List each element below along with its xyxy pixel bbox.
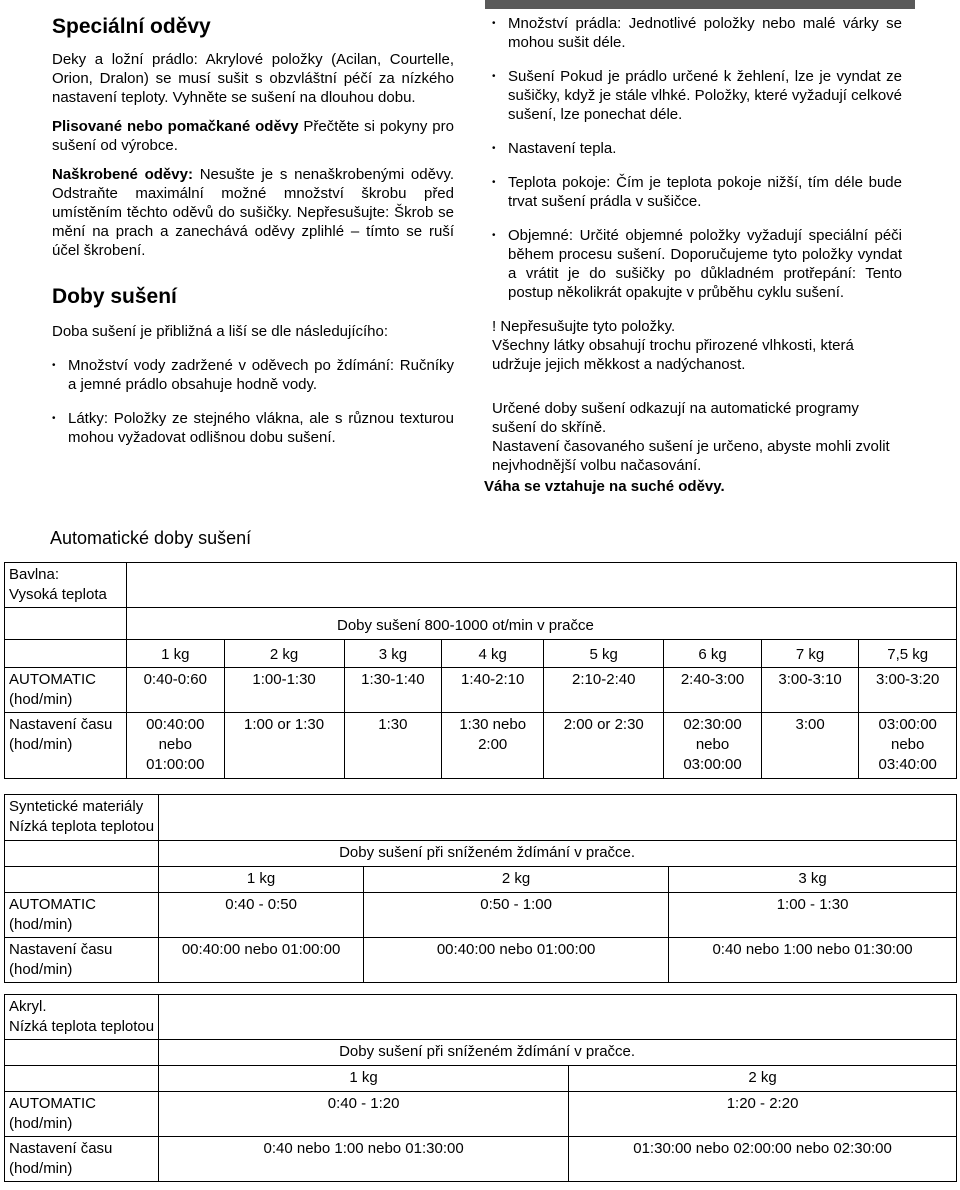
table-cell [159, 995, 957, 1040]
timed-cell [859, 713, 957, 779]
automatic-programs-note: Určené doby sušení odkazují na automatické programy sušení do skříně. [492, 400, 859, 436]
warning-overdry: ! Nepřesušujte tyto položky. [492, 318, 676, 335]
pleated-text: Přečtěte si pokyny pro sušení od výrobce. [52, 118, 454, 154]
table-cell [5, 1137, 159, 1182]
timed-label: Nastavení času [9, 941, 113, 958]
synthetics-table [4, 794, 957, 983]
table-cell [159, 1040, 957, 1066]
table-row [5, 893, 957, 938]
cotton-label: Bavlna: [9, 566, 60, 583]
table-cell [5, 867, 159, 893]
table-cell [159, 841, 957, 867]
timed-drying-note: Nastavení časovaného sušení je určeno, abyste mohli zvolit nejvhodnější volbu načasování. [492, 438, 890, 474]
table-row [5, 1066, 957, 1092]
table-cell [5, 841, 159, 867]
timed-cell: 00:40:00 nebo 01:00:00 [159, 938, 364, 983]
unit-label: (hod/min) [9, 961, 73, 978]
cotton-header: Doby sušení 800-1000 ot/min v pračce [337, 617, 594, 634]
table-cell [5, 640, 127, 668]
table-row [5, 608, 957, 640]
table-cell [5, 1092, 159, 1137]
moisture-note: Všechny látky obsahují trochu přirozené vlhkosti, která udržuje jejich měkkost a nadýchanost. [492, 337, 854, 373]
drying-intro: Doba sušení je přibližná a liší se dle následujícího: [52, 323, 389, 340]
synthetics-header: Doby sušení při sníženém ždímání v pračce. [339, 844, 636, 861]
automatic-label: AUTOMATIC [9, 671, 96, 688]
auto-time-cell: 0:40 - 0:50 [159, 893, 364, 938]
synthetics-label: Syntetické materiály [9, 798, 144, 815]
table-row [5, 795, 957, 841]
starched-text: Nesušte je s nenaškrobenými oděvy. Odstraňte maximální možné množství škrobu před umístěním těchto oděvů do sušičky. Nepřesušujte: Škrob se mění na prach a zanechává oděvy zplihlé – tímto se ruší účel škrobení. [52, 166, 455, 259]
blankets-paragraph: Deky a ložní prádlo: Akrylové položky (Acilan, Courtelle, Orion, Dralon) se musí sušit s obzvláštní péčí za nízkého nastavení teploty. Vyhněte se sušení na dlouhou dobu. [52, 51, 454, 106]
weight-cell: 7,5 kg [859, 640, 957, 668]
time-line: 02:30:00 [683, 716, 742, 733]
bullet-drying-ironing: • Sušení Pokud je prádlo určené k žehlení, lze je vyndat ze sušičky, když je stále vlhké. Položky, které vyžadují celkové sušení, lze ponechat déle. [492, 67, 902, 124]
table-cell [5, 938, 159, 983]
starched-paragraph [52, 165, 454, 260]
timed-label: Nastavení času [9, 1140, 113, 1157]
automatic-label: AUTOMATIC [9, 1095, 96, 1112]
time-line: nebo [158, 736, 192, 753]
table-row [5, 563, 957, 608]
special-garments-heading: Speciální oděvy [52, 15, 211, 38]
time-line: 01:00:00 [146, 756, 205, 773]
weight-cell: 7 kg [761, 640, 859, 668]
pleated-keyword: Plisované nebo pomačkané oděvy [52, 118, 299, 135]
pleated-paragraph [52, 117, 454, 155]
acrylic-table [4, 994, 957, 1182]
timed-cell [442, 713, 544, 779]
table-cell [5, 668, 127, 713]
weight-cell: 5 kg [544, 640, 664, 668]
weight-cell: 3 kg [344, 640, 442, 668]
weight-cell: 1 kg [159, 867, 364, 893]
timed-cell: 0:40 nebo 1:00 nebo 01:30:00 [669, 938, 957, 983]
table-cell [127, 563, 957, 608]
table-cell [127, 608, 957, 640]
bullet-room-temperature: • Teplota pokoje: Čím je teplota pokoje nižší, tím déle bude trvat sušení prádla v sušičce. [492, 173, 902, 211]
table-cell [5, 563, 127, 608]
table-cell [5, 713, 127, 779]
bullet-heat-setting: • Nastavení tepla. [492, 139, 902, 158]
timed-cell [224, 713, 344, 779]
table-row [5, 1092, 957, 1137]
timed-cell [664, 713, 762, 779]
timed-cell: 01:30:00 nebo 02:00:00 nebo 02:30:00 [569, 1137, 957, 1182]
time-line: 1:00 or 1:30 [244, 716, 325, 733]
time-line: 1:30 [378, 716, 408, 733]
time-line: 1:30 nebo [459, 716, 527, 733]
time-line: 03:00:00 [683, 756, 742, 773]
table-cell [5, 1066, 159, 1092]
starched-keyword: Naškrobené oděvy: [52, 166, 193, 183]
weight-cell: 2 kg [224, 640, 344, 668]
drying-times-heading: Doby sušení [52, 285, 177, 308]
timed-cell: 00:40:00 nebo 01:00:00 [364, 938, 669, 983]
low-temp-label: Nízká teplota teplotou [9, 1018, 155, 1035]
table-row [5, 668, 957, 713]
auto-time-cell: 1:00-1:30 [224, 668, 344, 713]
weight-cell: 2 kg [569, 1066, 957, 1092]
bullet-bulky-items: • Objemné: Určité objemné položky vyžadují speciální péči během procesu sušení. Doporučujeme tyto položky vyndat a vrátit je do sušičky po důkladném protřepání: Tento postup několikrát opakujte v průběhu cyklu sušení. [492, 226, 902, 302]
auto-time-cell: 1:40-2:10 [442, 668, 544, 713]
time-line: 2:00 or 2:30 [563, 716, 644, 733]
table-row [5, 1137, 957, 1182]
table-row [5, 713, 957, 779]
auto-time-cell: 2:10-2:40 [544, 668, 664, 713]
table-cell [5, 995, 159, 1040]
acrylic-label: Akryl. [9, 998, 47, 1015]
time-line: nebo [891, 736, 925, 753]
table-cell [159, 795, 957, 841]
timed-cell: 0:40 nebo 1:00 nebo 01:30:00 [159, 1137, 569, 1182]
table-row [5, 867, 957, 893]
top-decorative-bar [485, 0, 915, 9]
table-cell [5, 795, 159, 841]
time-line: 3:00 [795, 716, 825, 733]
table-row [5, 841, 957, 867]
table-row [5, 640, 957, 668]
unit-label: (hod/min) [9, 916, 73, 933]
table-cell [5, 893, 159, 938]
high-temp-label: Vysoká teplota [9, 586, 107, 603]
bullet-fabrics: • Látky: Položky ze stejného vlákna, ale s různou texturou mohou vyžadovat odlišnou dobu sušení. [52, 409, 454, 447]
table-row [5, 938, 957, 983]
bullet-load-amount: • Množství prádla: Jednotlivé položky nebo malé várky se mohou sušit déle. [492, 14, 902, 52]
auto-time-cell: 0:40-0:60 [127, 668, 225, 713]
auto-time-cell: 3:00-3:20 [859, 668, 957, 713]
time-line: nebo [695, 736, 730, 753]
left-column [52, 14, 454, 462]
auto-time-cell: 0:50 - 1:00 [364, 893, 669, 938]
timed-label: Nastavení času [9, 716, 113, 733]
unit-label: (hod/min) [9, 1160, 73, 1177]
right-column [484, 14, 902, 496]
auto-time-cell: 0:40 - 1:20 [159, 1092, 569, 1137]
auto-time-cell: 3:00-3:10 [761, 668, 859, 713]
weight-cell: 6 kg [664, 640, 762, 668]
timed-cell [544, 713, 664, 779]
weight-cell: 2 kg [364, 867, 669, 893]
weight-note: Váha se vztahuje na suché oděvy. [484, 478, 725, 495]
auto-time-cell: 1:20 - 2:20 [569, 1092, 957, 1137]
weight-cell: 4 kg [442, 640, 544, 668]
auto-time-cell: 1:30-1:40 [344, 668, 442, 713]
bullet-water-amount: • Množství vody zadržené v oděvech po ždímání: Ručníky a jemné prádlo obsahuje hodně vody. [52, 356, 454, 394]
weight-cell: 3 kg [669, 867, 957, 893]
timed-cell [127, 713, 225, 779]
table-row [5, 995, 957, 1040]
weight-cell: 1 kg [127, 640, 225, 668]
table-cell [5, 1040, 159, 1066]
cotton-table [4, 562, 957, 779]
table-row [5, 1040, 957, 1066]
auto-time-cell: 2:40-3:00 [664, 668, 762, 713]
low-temp-label: Nízká teplota teplotou [9, 818, 155, 835]
unit-label: (hod/min) [9, 691, 73, 708]
time-line: 00:40:00 [146, 716, 205, 733]
weight-cell: 1 kg [159, 1066, 569, 1092]
timed-cell [761, 713, 859, 779]
automatic-label: AUTOMATIC [9, 896, 96, 913]
time-line: 03:40:00 [878, 756, 937, 773]
time-line: 2:00 [478, 736, 508, 753]
automatic-times-heading: Automatické doby sušení [50, 528, 252, 548]
acrylic-header: Doby sušení při sníženém ždímání v pračce. [339, 1043, 636, 1060]
unit-label: (hod/min) [9, 736, 73, 753]
auto-time-cell: 1:00 - 1:30 [669, 893, 957, 938]
time-line: 03:00:00 [878, 716, 937, 733]
table-cell [5, 608, 127, 640]
timed-cell [344, 713, 442, 779]
unit-label: (hod/min) [9, 1115, 73, 1132]
